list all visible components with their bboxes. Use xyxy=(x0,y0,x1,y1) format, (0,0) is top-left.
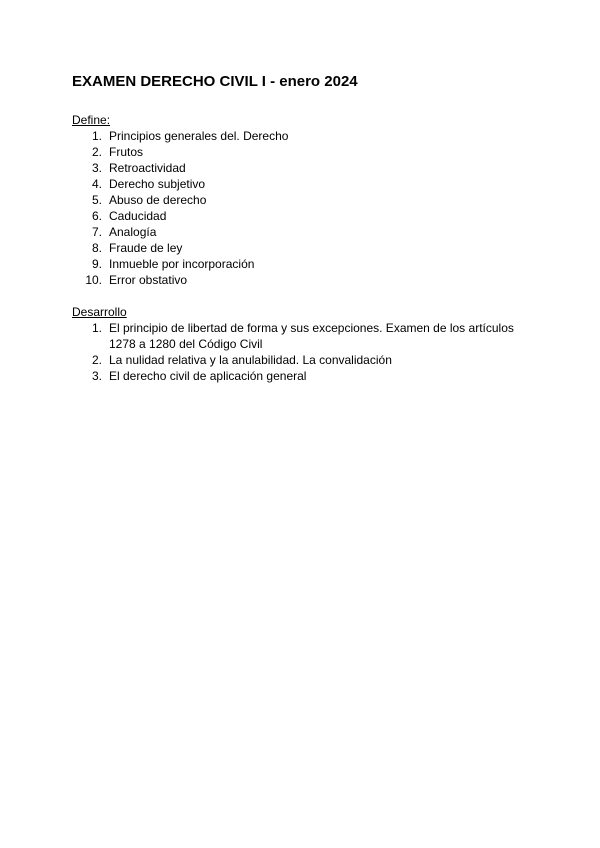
item-text: Derecho subjetivo xyxy=(109,177,206,191)
item-number: 4. xyxy=(91,177,102,191)
item-number: 9. xyxy=(91,257,102,271)
item-text: Frutos xyxy=(109,145,144,159)
item-number: 3. xyxy=(91,369,102,383)
item-number: 8. xyxy=(91,241,102,255)
item-text: Analogía xyxy=(109,225,157,239)
list-item xyxy=(72,160,532,176)
list-item xyxy=(72,208,532,224)
desarrollo-heading: Desarrollo xyxy=(72,305,127,319)
desarrollo-list xyxy=(72,320,532,384)
define-list xyxy=(72,128,532,288)
item-text: Inmueble por incorporación xyxy=(109,257,255,271)
list-item xyxy=(72,224,532,240)
list-item xyxy=(72,192,532,208)
item-number: 3. xyxy=(91,161,102,175)
item-text: La nulidad relativa y la anulabilidad. La convalidación xyxy=(109,353,392,367)
list-item xyxy=(72,272,532,288)
define-heading: Define: xyxy=(72,113,111,127)
item-text: Caducidad xyxy=(109,209,167,223)
item-text: Abuso de derecho xyxy=(109,193,207,207)
list-item xyxy=(72,368,532,384)
list-item xyxy=(72,128,532,144)
list-item xyxy=(72,352,532,368)
item-number: 7. xyxy=(91,225,102,239)
item-text: Fraude de ley xyxy=(109,241,183,255)
item-text: El principio de libertad de forma y sus excepciones. Examen de los artículos 1278 a 1280 del Código Civil xyxy=(109,321,514,351)
item-text: El derecho civil de aplicación general xyxy=(109,369,307,383)
list-item xyxy=(72,240,532,256)
item-number: 10. xyxy=(85,273,102,287)
item-number: 1. xyxy=(91,129,102,143)
item-text: Error obstativo xyxy=(109,273,188,287)
list-item xyxy=(72,256,532,272)
item-number: 5. xyxy=(91,193,102,207)
item-number: 1. xyxy=(91,321,102,335)
item-text: Retroactividad xyxy=(109,161,186,175)
list-item xyxy=(72,144,532,160)
item-number: 2. xyxy=(91,145,102,159)
exam-title: EXAMEN DERECHO CIVIL I - enero 2024 xyxy=(72,73,358,90)
list-item xyxy=(72,176,532,192)
list-item xyxy=(72,320,532,352)
item-number: 6. xyxy=(91,209,102,223)
item-text: Principios generales del. Derecho xyxy=(109,129,289,143)
item-number: 2. xyxy=(91,353,102,367)
